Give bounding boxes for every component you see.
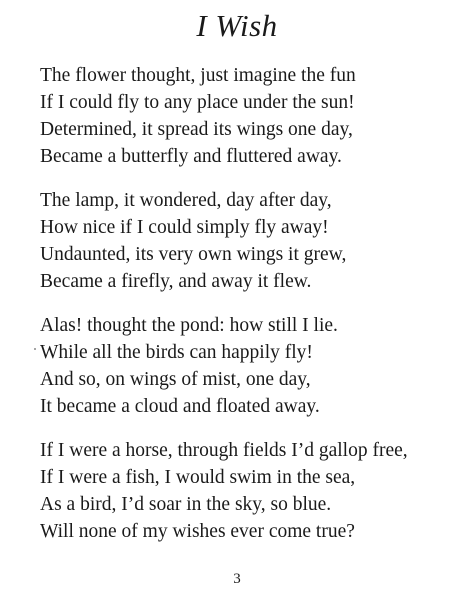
- stanza-4: [40, 437, 460, 545]
- stanza-1: [40, 62, 460, 170]
- stanza-3: [40, 312, 460, 420]
- poem-line: Became a firefly, and away it flew.: [40, 271, 312, 292]
- poem-line: Will none of my wishes ever come true?: [40, 521, 355, 542]
- poem-line: As a bird, I’d soar in the sky, so blue.: [40, 494, 332, 515]
- poem-line: If I could fly to any place under the sun!: [40, 92, 355, 113]
- poem-line: Alas! thought the pond: how still I lie.: [40, 315, 338, 336]
- scan-speck: [34, 348, 36, 350]
- stanza-2: [40, 187, 460, 295]
- page-number: 3: [233, 571, 241, 587]
- poem-line: The flower thought, just imagine the fun: [40, 65, 356, 86]
- poem-line: The lamp, it wondered, day after day,: [40, 190, 332, 211]
- poem-line: It became a cloud and floated away.: [40, 396, 320, 417]
- poem-line: If I were a horse, through fields I’d gallop free,: [40, 440, 408, 461]
- poem-title: I Wish: [196, 8, 278, 43]
- poem-line: If I were a fish, I would swim in the sea,: [40, 467, 356, 488]
- poem-line: While all the birds can happily fly!: [40, 342, 313, 363]
- poem-line: Undaunted, its very own wings it grew,: [40, 244, 347, 265]
- poem-line: Determined, it spread its wings one day,: [40, 119, 353, 140]
- poem-line: Became a butterfly and fluttered away.: [40, 146, 342, 167]
- poem-line: How nice if I could simply fly away!: [40, 217, 329, 238]
- poem-body: [40, 62, 460, 562]
- poem-line: And so, on wings of mist, one day,: [40, 369, 311, 390]
